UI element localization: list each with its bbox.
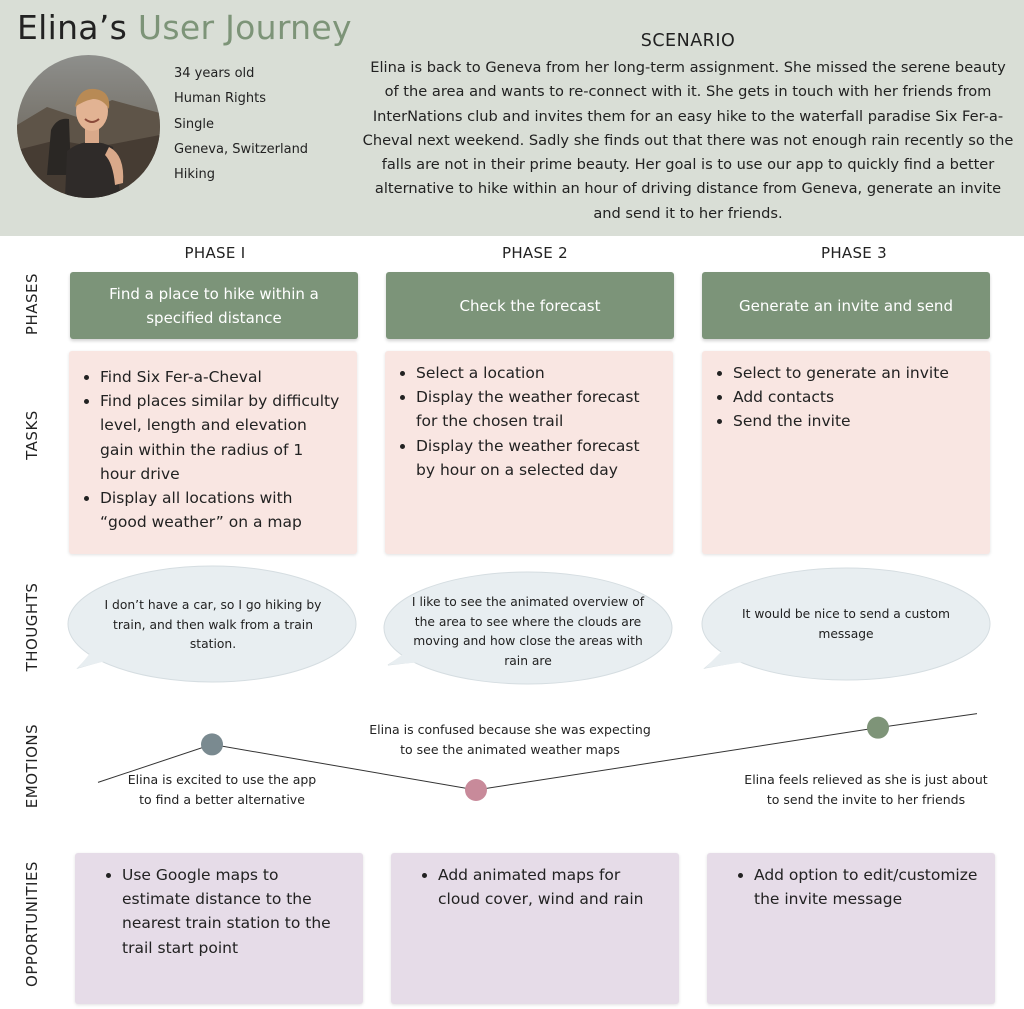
row-label-emotions: EMOTIONS: [23, 723, 41, 809]
scenario-title: SCENARIO: [640, 31, 736, 51]
task-item: • Find Six Fer-a-Cheval: [100, 365, 343, 389]
opportunity-item: • Use Google maps to estimate distance to the nearest train station to the trail start point: [122, 863, 349, 960]
row-label-thoughts: THOUGHTS: [23, 582, 41, 672]
phase-2-title: Check the forecast: [386, 272, 674, 339]
emotion-text-1: Elina is excited to use the app to find a better alternative: [127, 772, 317, 807]
persona-occupation: Human Rights: [174, 91, 267, 107]
task-item: • Send the invite: [733, 409, 976, 433]
phase-2-opportunities: [391, 853, 679, 1004]
persona-location: Geneva, Switzerland: [174, 141, 309, 157]
emotion-text-3: Elina feels relieved as she is just about to send the invite to her friends: [744, 772, 988, 807]
task-item: • Display all locations with “good weather” on a map: [100, 486, 343, 534]
persona-hobby: Hiking: [174, 167, 216, 183]
phase-3-title: Generate an invite and send: [702, 272, 990, 339]
emotion-point-phase-3: [867, 717, 889, 739]
persona-age: 34 years old: [174, 66, 255, 81]
thought-text-3: It would be nice to send a custom message: [741, 607, 951, 641]
task-item: • Display the weather forecast for the chosen trail: [416, 385, 659, 433]
row-label-opportunities: OPPORTUNITIES: [23, 861, 41, 987]
phase-3-opportunities: [707, 853, 995, 1004]
scenario-text: Elina is back to Geneva from her long-term assignment. She missed the serene beauty of the area and wants to re-connect with it. She gets in touch with her friends from InterNations club and invites them for an easy hike to the waterfall paradise Six Fer-a-Cheval next weekend. Sadly she finds out that there was not enough rain recently so the falls are not in their prime beauty. Her goal is to use our app to quickly find a better alternative to hike within an hour of driving distance from Geneva, generate an invite and send it to her friends.: [362, 59, 1014, 222]
task-item: • Find places similar by difficulty level, length and elevation gain within the radius of 1 hour drive: [100, 389, 343, 486]
opportunity-item: • Add animated maps for cloud cover, wind and rain: [438, 863, 665, 911]
thought-text-2: I like to see the animated overview of the area to see where the clouds are moving and how close the areas with rain are: [411, 595, 645, 668]
persona-status: Single: [174, 116, 214, 132]
emotion-point-phase-1: [201, 733, 223, 755]
task-item: • Add contacts: [733, 385, 976, 409]
row-label-phases: PHASES: [23, 272, 41, 336]
phase-1-header: PHASE I: [184, 244, 246, 262]
thought-text-1: I don’t have a car, so I go hiking by train, and then walk from a train station.: [104, 598, 322, 651]
phase-1-title: Find a place to hike within a specified distance: [70, 272, 358, 339]
opportunity-item: • Add option to edit/customize the invite message: [754, 863, 981, 911]
emotion-point-phase-2: [465, 779, 487, 801]
task-item: • Select to generate an invite: [733, 361, 976, 385]
phase-3-header: PHASE 3: [821, 244, 887, 262]
title-accent: User Journey: [137, 8, 352, 47]
emotion-text-2: Elina is confused because she was expecting to see the animated weather maps: [369, 722, 651, 757]
row-label-tasks: TASKS: [23, 410, 41, 460]
phase-1-opportunities: [75, 853, 363, 1004]
phase-2-header: PHASE 2: [502, 244, 568, 262]
task-item: • Display the weather forecast by hour on a selected day: [416, 434, 659, 482]
task-item: • Select a location: [416, 361, 659, 385]
title-name: Elina’s: [17, 8, 128, 47]
